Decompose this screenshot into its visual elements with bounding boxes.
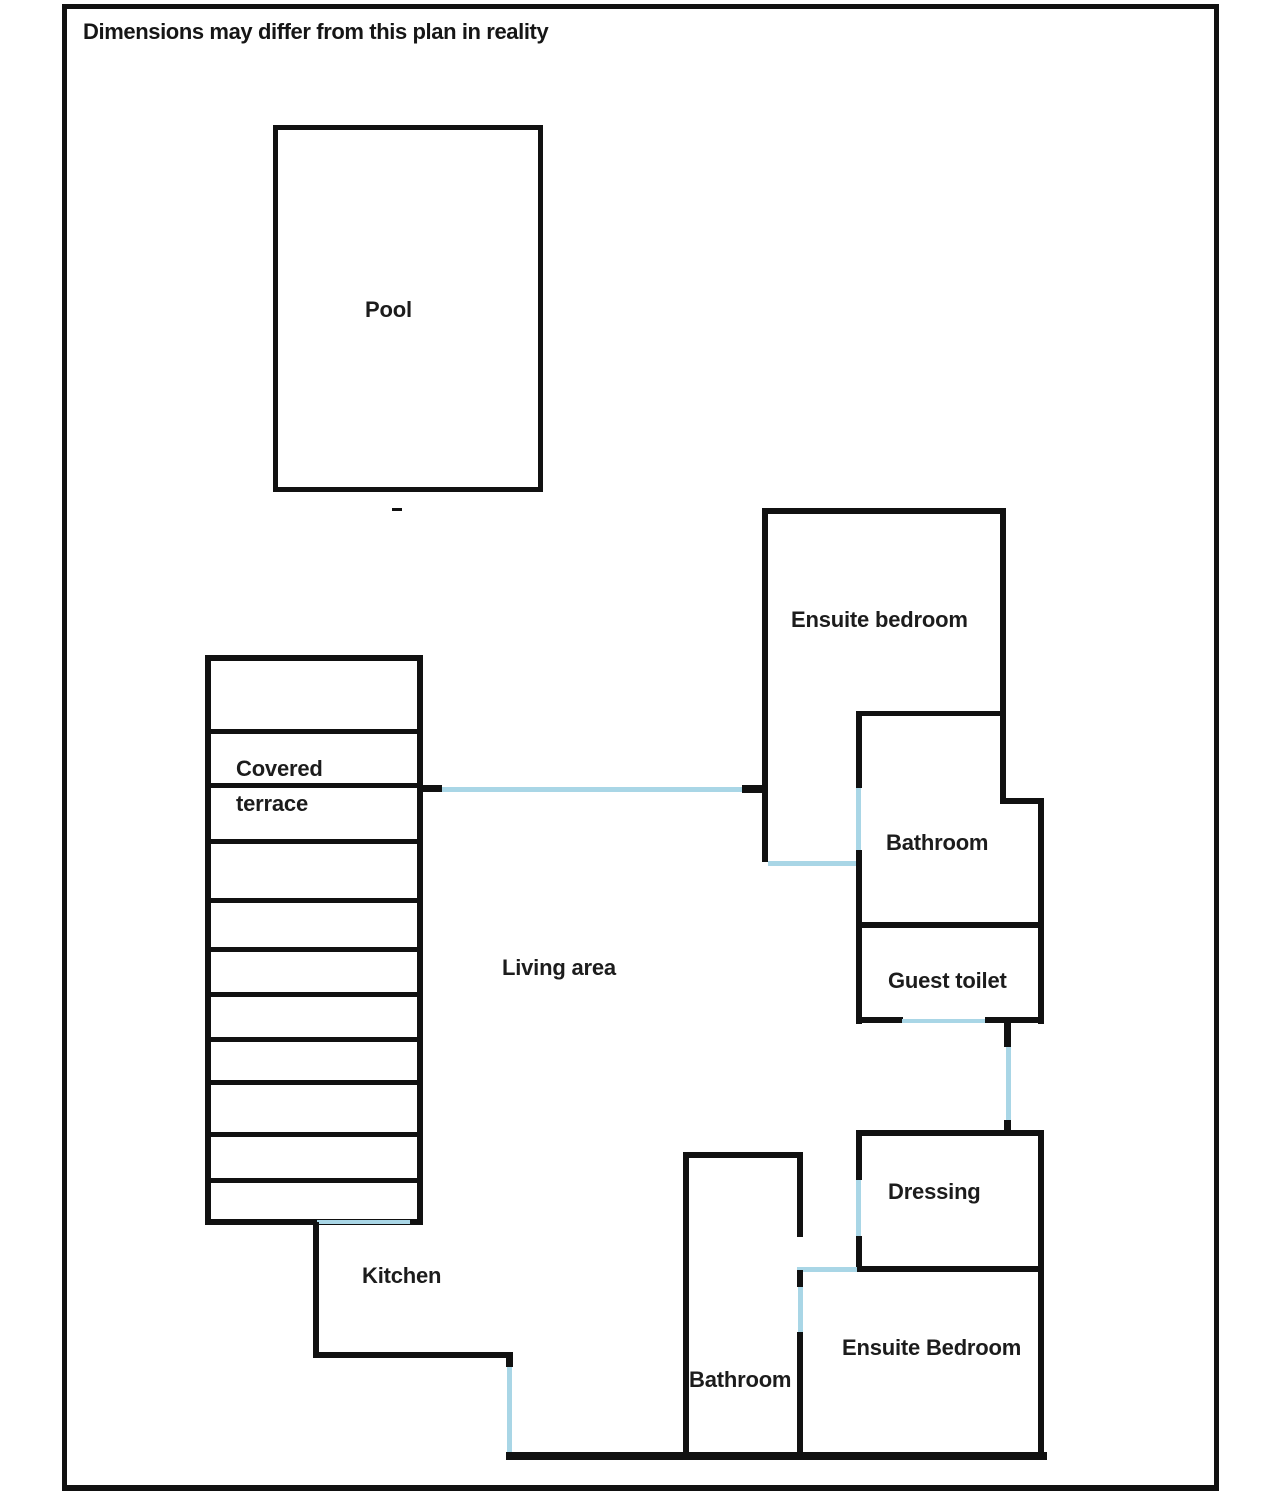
room-label-guest-toilet: Guest toilet (888, 968, 1007, 993)
guest-toilet-wall-bottom-right (985, 1017, 1042, 1023)
bathroom-bottom-wall-right-lower (797, 1332, 803, 1458)
dressing-wall-bottom (856, 1266, 1042, 1272)
page-border-bottom (62, 1485, 1219, 1491)
room-label-ensuite-bedroom-bottom: Ensuite Bedroom (842, 1335, 1022, 1360)
kitchen-corridor-door (507, 1367, 512, 1453)
bathroom-guest-toilet-divider (856, 922, 1042, 928)
terrace-door-tick-left (417, 785, 442, 792)
terrace-wall-right (417, 655, 423, 1225)
bathroom-top-wall-top (858, 711, 1006, 716)
page-border-top (62, 4, 1219, 9)
pool-wall-top (273, 125, 543, 130)
ensuite-top-wall-right-upper (1000, 508, 1006, 804)
dressing-wall-top (856, 1130, 1042, 1136)
guest-toilet-door (902, 1019, 985, 1023)
kitchen-terrace-door (317, 1220, 410, 1224)
terrace-slat-10 (205, 1178, 423, 1183)
terrace-slat-1 (205, 729, 423, 734)
kitchen-corridor-tick (506, 1352, 513, 1367)
ensuite-bottom-entry-door (797, 1267, 857, 1272)
terrace-living-door (442, 787, 742, 792)
house-wall-bottom (506, 1452, 1047, 1460)
terrace-wall-left (205, 655, 211, 1225)
terrace-wall-top (205, 655, 423, 661)
room-label-bathroom-bottom: Bathroom (689, 1367, 792, 1392)
terrace-slat-5 (205, 947, 423, 952)
ensuite-top-wall-left (762, 508, 768, 862)
bathroom-bottom-wall-left (683, 1152, 689, 1458)
hallway-door-tick-top (1004, 1020, 1011, 1047)
pool-wall-left (273, 125, 278, 492)
pool-wall-right (538, 125, 543, 492)
kitchen-wall-left (313, 1222, 319, 1358)
hallway-door (1006, 1047, 1011, 1120)
terrace-slat-3 (205, 839, 423, 844)
terrace-slat-4 (205, 898, 423, 903)
page-border-left (62, 4, 67, 1491)
room-label-ensuite-bedroom-top: Ensuite bedroom (791, 607, 968, 632)
page-border-right (1214, 4, 1219, 1491)
kitchen-wall-bottom (313, 1352, 512, 1358)
room-label-covered-terrace-line2: terrace (236, 791, 308, 816)
disclaimer-text: Dimensions may differ from this plan in reality (83, 19, 549, 44)
terrace-slat-6 (205, 992, 423, 997)
bathroom-top-step-wall (1000, 798, 1042, 804)
bathroom-bottom-wall-right-tick (797, 1270, 803, 1287)
room-label-kitchen: Kitchen (362, 1263, 442, 1288)
pool-wall-bottom (273, 487, 543, 492)
room-label-pool: Pool (365, 297, 412, 322)
room-label-dressing: Dressing (888, 1179, 981, 1204)
ensuite-top-entry-door (768, 861, 858, 866)
room-label-covered-terrace-line1: Covered (236, 756, 323, 781)
terrace-slat-7 (205, 1037, 423, 1042)
room-label-bathroom-top: Bathroom (886, 830, 989, 855)
bathroom-top-door (856, 788, 861, 850)
dressing-wall-left-upper (856, 1130, 862, 1180)
bathroom-bottom-wall-top (683, 1152, 800, 1158)
terrace-slat-9 (205, 1132, 423, 1137)
dressing-door (856, 1180, 861, 1236)
bathroom-top-wall-left-upper (856, 711, 862, 788)
dressing-ensuite-wall-right (1038, 1130, 1044, 1458)
bathroom-bottom-wall-right-upper (797, 1152, 803, 1237)
terrace-slat-2 (205, 783, 423, 788)
bathroom-top-wall-right-lower (1038, 798, 1044, 1024)
bathroom-top-wall-left-lower (856, 850, 862, 1024)
guest-toilet-wall-bottom-left (857, 1017, 903, 1023)
ensuite-top-wall-top (762, 508, 1006, 514)
room-label-living-area: Living area (502, 955, 616, 980)
pool-mark-dash (392, 508, 402, 511)
bathroom-bottom-door (798, 1287, 803, 1332)
terrace-slat-8 (205, 1080, 423, 1085)
